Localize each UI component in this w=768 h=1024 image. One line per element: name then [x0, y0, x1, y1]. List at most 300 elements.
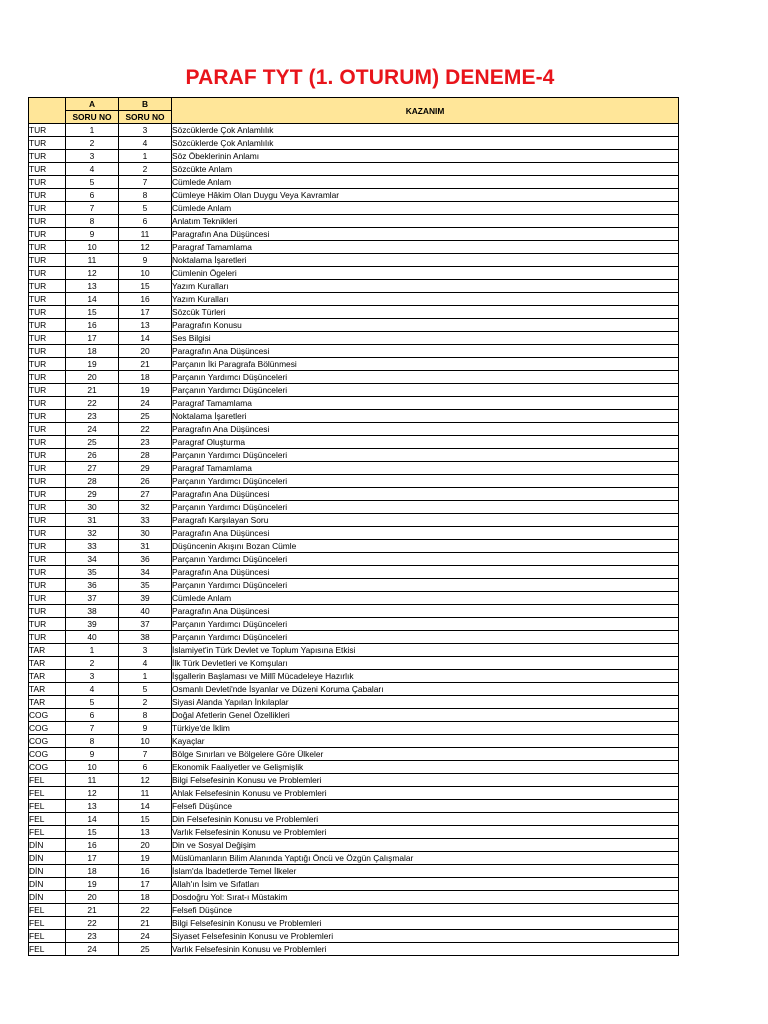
soru-no-b-cell: 2 [119, 696, 172, 709]
kazanim-cell: Ses Bilgisi [172, 332, 679, 345]
soru-no-a-cell: 29 [66, 488, 119, 501]
soru-no-b-cell: 17 [119, 878, 172, 891]
subject-cell: FEL [29, 943, 66, 956]
soru-no-b-cell: 33 [119, 514, 172, 527]
kazanim-cell: Felsefi Düşünce [172, 904, 679, 917]
soru-no-a-cell: 9 [66, 228, 119, 241]
kazanim-cell: Felsefi Düşünce [172, 800, 679, 813]
soru-no-a-cell: 20 [66, 371, 119, 384]
table-row [29, 189, 679, 202]
soru-no-b-cell: 16 [119, 865, 172, 878]
kazanim-cell: Bölge Sınırları ve Bölgelere Göre Ülkeler [172, 748, 679, 761]
soru-no-b-cell: 25 [119, 410, 172, 423]
table-row [29, 644, 679, 657]
table-row [29, 254, 679, 267]
soru-no-b-cell: 12 [119, 241, 172, 254]
soru-no-a-cell: 11 [66, 774, 119, 787]
soru-no-a-cell: 14 [66, 813, 119, 826]
soru-no-a-cell: 20 [66, 891, 119, 904]
soru-no-a-cell: 18 [66, 865, 119, 878]
soru-no-a-cell: 7 [66, 202, 119, 215]
soru-no-b-cell: 3 [119, 644, 172, 657]
header-b-letter: B [119, 98, 172, 111]
subject-cell: TUR [29, 618, 66, 631]
subject-cell: TAR [29, 644, 66, 657]
subject-cell: TUR [29, 137, 66, 150]
table-row [29, 735, 679, 748]
subject-cell: TUR [29, 332, 66, 345]
kazanim-cell: Noktalama İşaretleri [172, 410, 679, 423]
soru-no-b-cell: 6 [119, 215, 172, 228]
kazanim-cell: İlk Türk Devletleri ve Komşuları [172, 657, 679, 670]
table-row [29, 423, 679, 436]
soru-no-a-cell: 3 [66, 670, 119, 683]
kazanim-cell: Düşüncenin Akışını Bozan Cümle [172, 540, 679, 553]
table-row [29, 410, 679, 423]
soru-no-a-cell: 15 [66, 826, 119, 839]
subject-cell: TUR [29, 475, 66, 488]
kazanim-cell: Osmanlı Devleti'nde İsyanlar ve Düzeni Koruma Çabaları [172, 683, 679, 696]
subject-cell: TUR [29, 319, 66, 332]
kazanim-cell: Paragraf Tamamlama [172, 397, 679, 410]
subject-cell: FEL [29, 917, 66, 930]
table-row [29, 683, 679, 696]
soru-no-a-cell: 8 [66, 215, 119, 228]
kazanim-cell: Paragrafın Ana Düşüncesi [172, 423, 679, 436]
soru-no-b-cell: 20 [119, 345, 172, 358]
soru-no-b-cell: 8 [119, 189, 172, 202]
table-row [29, 566, 679, 579]
header-b-soru-no: SORU NO [119, 111, 172, 124]
kazanim-cell: Doğal Afetlerin Genel Özellikleri [172, 709, 679, 722]
soru-no-a-cell: 25 [66, 436, 119, 449]
subject-cell: TAR [29, 683, 66, 696]
soru-no-b-cell: 24 [119, 397, 172, 410]
soru-no-a-cell: 6 [66, 189, 119, 202]
soru-no-a-cell: 4 [66, 163, 119, 176]
subject-cell: TUR [29, 124, 66, 137]
soru-no-a-cell: 22 [66, 917, 119, 930]
header-corner [29, 98, 66, 124]
soru-no-b-cell: 30 [119, 527, 172, 540]
subject-cell: TUR [29, 540, 66, 553]
soru-no-b-cell: 9 [119, 254, 172, 267]
soru-no-a-cell: 27 [66, 462, 119, 475]
soru-no-a-cell: 15 [66, 306, 119, 319]
soru-no-a-cell: 8 [66, 735, 119, 748]
table-row [29, 865, 679, 878]
kazanim-cell: Paragrafın Ana Düşüncesi [172, 566, 679, 579]
header-a-soru-no: SORU NO [66, 111, 119, 124]
table-row [29, 124, 679, 137]
soru-no-b-cell: 35 [119, 579, 172, 592]
subject-cell: COG [29, 761, 66, 774]
soru-no-a-cell: 18 [66, 345, 119, 358]
table-row [29, 839, 679, 852]
soru-no-a-cell: 30 [66, 501, 119, 514]
soru-no-b-cell: 1 [119, 670, 172, 683]
kazanim-cell: İşgallerin Başlaması ve Millî Mücadeleye Hazırlık [172, 670, 679, 683]
soru-no-a-cell: 12 [66, 267, 119, 280]
soru-no-a-cell: 34 [66, 553, 119, 566]
soru-no-b-cell: 21 [119, 358, 172, 371]
subject-cell: TUR [29, 423, 66, 436]
soru-no-b-cell: 23 [119, 436, 172, 449]
subject-cell: TUR [29, 176, 66, 189]
subject-cell: TAR [29, 670, 66, 683]
soru-no-a-cell: 13 [66, 800, 119, 813]
kazanim-cell: Paragrafın Ana Düşüncesi [172, 527, 679, 540]
subject-cell: TUR [29, 189, 66, 202]
subject-cell: COG [29, 709, 66, 722]
soru-no-b-cell: 25 [119, 943, 172, 956]
table-row [29, 202, 679, 215]
soru-no-b-cell: 32 [119, 501, 172, 514]
soru-no-b-cell: 13 [119, 319, 172, 332]
soru-no-b-cell: 1 [119, 150, 172, 163]
subject-cell: TUR [29, 410, 66, 423]
kazanim-cell: Cümlenin Ögeleri [172, 267, 679, 280]
subject-cell: TUR [29, 592, 66, 605]
soru-no-b-cell: 3 [119, 124, 172, 137]
table-row [29, 930, 679, 943]
table-header [29, 98, 679, 124]
kazanim-cell: İslamiyet'in Türk Devlet ve Toplum Yapısına Etkisi [172, 644, 679, 657]
subject-cell: TUR [29, 228, 66, 241]
subject-cell: DİN [29, 839, 66, 852]
table-row [29, 332, 679, 345]
subject-cell: TUR [29, 371, 66, 384]
table-row [29, 475, 679, 488]
kazanim-cell: Paragraf Oluşturma [172, 436, 679, 449]
table-row [29, 748, 679, 761]
kazanim-cell: Sözcük Türleri [172, 306, 679, 319]
soru-no-a-cell: 19 [66, 878, 119, 891]
soru-no-b-cell: 31 [119, 540, 172, 553]
subject-cell: DİN [29, 865, 66, 878]
soru-no-a-cell: 35 [66, 566, 119, 579]
kazanim-cell: Yazım Kuralları [172, 280, 679, 293]
subject-cell: DİN [29, 891, 66, 904]
table-row [29, 696, 679, 709]
table-row [29, 462, 679, 475]
subject-cell: TUR [29, 449, 66, 462]
soru-no-a-cell: 19 [66, 358, 119, 371]
soru-no-a-cell: 26 [66, 449, 119, 462]
kazanim-cell: Dosdoğru Yol: Sırat-ı Müstakim [172, 891, 679, 904]
soru-no-b-cell: 2 [119, 163, 172, 176]
soru-no-b-cell: 15 [119, 280, 172, 293]
table-row [29, 150, 679, 163]
subject-cell: FEL [29, 813, 66, 826]
soru-no-b-cell: 11 [119, 228, 172, 241]
soru-no-b-cell: 13 [119, 826, 172, 839]
table-row [29, 215, 679, 228]
soru-no-a-cell: 6 [66, 709, 119, 722]
subject-cell: TAR [29, 657, 66, 670]
soru-no-a-cell: 9 [66, 748, 119, 761]
subject-cell: FEL [29, 774, 66, 787]
soru-no-b-cell: 37 [119, 618, 172, 631]
soru-no-b-cell: 10 [119, 735, 172, 748]
table-row [29, 397, 679, 410]
subject-cell: TUR [29, 384, 66, 397]
soru-no-a-cell: 22 [66, 397, 119, 410]
table-row [29, 176, 679, 189]
subject-cell: TUR [29, 501, 66, 514]
table-row [29, 449, 679, 462]
soru-no-a-cell: 13 [66, 280, 119, 293]
soru-no-b-cell: 5 [119, 202, 172, 215]
soru-no-a-cell: 4 [66, 683, 119, 696]
soru-no-b-cell: 9 [119, 722, 172, 735]
kazanim-cell: Parçanın Yardımcı Düşünceleri [172, 618, 679, 631]
soru-no-b-cell: 19 [119, 852, 172, 865]
soru-no-a-cell: 5 [66, 696, 119, 709]
subject-cell: TUR [29, 514, 66, 527]
kazanim-cell: Paragrafı Karşılayan Soru [172, 514, 679, 527]
soru-no-a-cell: 7 [66, 722, 119, 735]
kazanim-cell: Din ve Sosyal Değişim [172, 839, 679, 852]
table-body [29, 124, 679, 956]
subject-cell: TAR [29, 696, 66, 709]
table-row [29, 540, 679, 553]
soru-no-a-cell: 2 [66, 657, 119, 670]
soru-no-a-cell: 10 [66, 241, 119, 254]
soru-no-b-cell: 34 [119, 566, 172, 579]
subject-cell: TUR [29, 631, 66, 644]
header-a-letter: A [66, 98, 119, 111]
kazanim-cell: İslam'da İbadetlerde Temel İlkeler [172, 865, 679, 878]
table-row [29, 943, 679, 956]
subject-cell: FEL [29, 930, 66, 943]
soru-no-b-cell: 7 [119, 748, 172, 761]
kazanim-cell: Sözcüklerde Çok Anlamlılık [172, 124, 679, 137]
soru-no-b-cell: 28 [119, 449, 172, 462]
subject-cell: TUR [29, 527, 66, 540]
subject-cell: TUR [29, 150, 66, 163]
soru-no-b-cell: 24 [119, 930, 172, 943]
kazanim-cell: Söz Öbeklerinin Anlamı [172, 150, 679, 163]
table-row [29, 228, 679, 241]
table-row [29, 605, 679, 618]
table-row [29, 371, 679, 384]
soru-no-a-cell: 23 [66, 930, 119, 943]
soru-no-b-cell: 17 [119, 306, 172, 319]
table-row [29, 618, 679, 631]
table-row [29, 826, 679, 839]
soru-no-b-cell: 4 [119, 137, 172, 150]
soru-no-a-cell: 40 [66, 631, 119, 644]
table-row [29, 319, 679, 332]
kazanim-cell: Siyasi Alanda Yapılan İnkılaplar [172, 696, 679, 709]
kazanim-cell: Paragrafın Konusu [172, 319, 679, 332]
kazanim-cell: Paragrafın Ana Düşüncesi [172, 228, 679, 241]
kazanim-cell: Siyaset Felsefesinin Konusu ve Problemleri [172, 930, 679, 943]
soru-no-b-cell: 18 [119, 891, 172, 904]
kazanim-cell: Parçanın Yardımcı Düşünceleri [172, 475, 679, 488]
soru-no-a-cell: 17 [66, 852, 119, 865]
soru-no-b-cell: 18 [119, 371, 172, 384]
kazanim-cell: Bilgi Felsefesinin Konusu ve Problemleri [172, 774, 679, 787]
soru-no-b-cell: 8 [119, 709, 172, 722]
kazanim-cell: Cümlede Anlam [172, 202, 679, 215]
subject-cell: TUR [29, 163, 66, 176]
subject-cell: TUR [29, 345, 66, 358]
kazanim-cell: Parçanın Yardımcı Düşünceleri [172, 501, 679, 514]
subject-cell: TUR [29, 579, 66, 592]
soru-no-a-cell: 2 [66, 137, 119, 150]
subject-cell: TUR [29, 202, 66, 215]
soru-no-b-cell: 20 [119, 839, 172, 852]
kazanim-cell: Ahlak Felsefesinin Konusu ve Problemleri [172, 787, 679, 800]
subject-cell: TUR [29, 462, 66, 475]
soru-no-a-cell: 31 [66, 514, 119, 527]
page-title: PARAF TYT (1. OTURUM) DENEME-4 [185, 66, 555, 89]
soru-no-b-cell: 6 [119, 761, 172, 774]
subject-cell: TUR [29, 488, 66, 501]
soru-no-b-cell: 38 [119, 631, 172, 644]
soru-no-b-cell: 4 [119, 657, 172, 670]
kazanim-cell: Din Felsefesinin Konusu ve Problemleri [172, 813, 679, 826]
soru-no-b-cell: 27 [119, 488, 172, 501]
soru-no-a-cell: 5 [66, 176, 119, 189]
soru-no-a-cell: 10 [66, 761, 119, 774]
subject-cell: TUR [29, 358, 66, 371]
soru-no-a-cell: 1 [66, 124, 119, 137]
subject-cell: TUR [29, 605, 66, 618]
table-row [29, 878, 679, 891]
table-row [29, 345, 679, 358]
table-row [29, 267, 679, 280]
soru-no-a-cell: 36 [66, 579, 119, 592]
soru-no-b-cell: 11 [119, 787, 172, 800]
kazanim-cell: Cümleye Hâkim Olan Duygu Veya Kavramlar [172, 189, 679, 202]
kazanim-cell: Parçanın Yardımcı Düşünceleri [172, 449, 679, 462]
soru-no-a-cell: 21 [66, 904, 119, 917]
kazanim-cell: Cümlede Anlam [172, 176, 679, 189]
soru-no-a-cell: 32 [66, 527, 119, 540]
kazanim-cell: Parçanın Yardımcı Düşünceleri [172, 579, 679, 592]
subject-cell: FEL [29, 904, 66, 917]
subject-cell: FEL [29, 800, 66, 813]
kazanim-cell: Türkiye'de İklim [172, 722, 679, 735]
soru-no-b-cell: 16 [119, 293, 172, 306]
subject-cell: DİN [29, 878, 66, 891]
soru-no-a-cell: 3 [66, 150, 119, 163]
table-row [29, 293, 679, 306]
table-row [29, 280, 679, 293]
header-kazanim: KAZANIM [172, 98, 679, 124]
kazanim-cell: Kayaçlar [172, 735, 679, 748]
kazanim-cell: Ekonomik Faaliyetler ve Gelişmişlik [172, 761, 679, 774]
soru-no-b-cell: 14 [119, 800, 172, 813]
subject-cell: COG [29, 748, 66, 761]
kazanim-cell: Parçanın Yardımcı Düşünceleri [172, 631, 679, 644]
table-row [29, 670, 679, 683]
subject-cell: COG [29, 722, 66, 735]
soru-no-b-cell: 7 [119, 176, 172, 189]
table-row [29, 774, 679, 787]
subject-cell: TUR [29, 241, 66, 254]
soru-no-b-cell: 10 [119, 267, 172, 280]
soru-no-a-cell: 37 [66, 592, 119, 605]
table-row [29, 891, 679, 904]
table-row [29, 553, 679, 566]
table-row [29, 657, 679, 670]
subject-cell: TUR [29, 397, 66, 410]
kazanim-cell: Anlatım Teknikleri [172, 215, 679, 228]
soru-no-a-cell: 33 [66, 540, 119, 553]
table-row [29, 241, 679, 254]
soru-no-b-cell: 36 [119, 553, 172, 566]
soru-no-a-cell: 23 [66, 410, 119, 423]
subject-cell: FEL [29, 826, 66, 839]
soru-no-a-cell: 38 [66, 605, 119, 618]
kazanim-cell: Paragraf Tamamlama [172, 241, 679, 254]
table-row [29, 800, 679, 813]
subject-cell: TUR [29, 254, 66, 267]
kazanim-cell: Sözcükte Anlam [172, 163, 679, 176]
table-row [29, 813, 679, 826]
table-row [29, 852, 679, 865]
kazanim-cell: Yazım Kuralları [172, 293, 679, 306]
subject-cell: COG [29, 735, 66, 748]
table-row [29, 722, 679, 735]
kazanim-cell: Parçanın Yardımcı Düşünceleri [172, 371, 679, 384]
soru-no-a-cell: 24 [66, 423, 119, 436]
soru-no-b-cell: 5 [119, 683, 172, 696]
soru-no-b-cell: 22 [119, 423, 172, 436]
subject-cell: TUR [29, 436, 66, 449]
kazanim-cell: Paragrafın Ana Düşüncesi [172, 605, 679, 618]
kazanim-cell: Bilgi Felsefesinin Konusu ve Problemleri [172, 917, 679, 930]
subject-cell: TUR [29, 215, 66, 228]
subject-cell: FEL [29, 787, 66, 800]
table-row [29, 904, 679, 917]
subject-cell: TUR [29, 553, 66, 566]
subject-cell: TUR [29, 280, 66, 293]
kazanim-cell: Sözcüklerde Çok Anlamlılık [172, 137, 679, 150]
table-row [29, 709, 679, 722]
soru-no-a-cell: 24 [66, 943, 119, 956]
kazanim-cell: Varlık Felsefesinin Konusu ve Problemleri [172, 943, 679, 956]
soru-no-a-cell: 17 [66, 332, 119, 345]
soru-no-b-cell: 21 [119, 917, 172, 930]
table-row [29, 514, 679, 527]
soru-no-a-cell: 12 [66, 787, 119, 800]
table-row [29, 579, 679, 592]
subject-cell: TUR [29, 306, 66, 319]
soru-no-a-cell: 39 [66, 618, 119, 631]
soru-no-a-cell: 11 [66, 254, 119, 267]
subject-cell: TUR [29, 267, 66, 280]
table-row [29, 137, 679, 150]
soru-no-a-cell: 16 [66, 839, 119, 852]
soru-no-b-cell: 29 [119, 462, 172, 475]
kazanim-cell: Parçanın İki Paragrafa Bölünmesi [172, 358, 679, 371]
kazanim-table [28, 97, 679, 956]
kazanim-cell: Cümlede Anlam [172, 592, 679, 605]
soru-no-b-cell: 15 [119, 813, 172, 826]
table-row [29, 306, 679, 319]
table-row [29, 787, 679, 800]
soru-no-b-cell: 19 [119, 384, 172, 397]
table-row [29, 527, 679, 540]
table-row [29, 488, 679, 501]
subject-cell: DİN [29, 852, 66, 865]
soru-no-a-cell: 1 [66, 644, 119, 657]
